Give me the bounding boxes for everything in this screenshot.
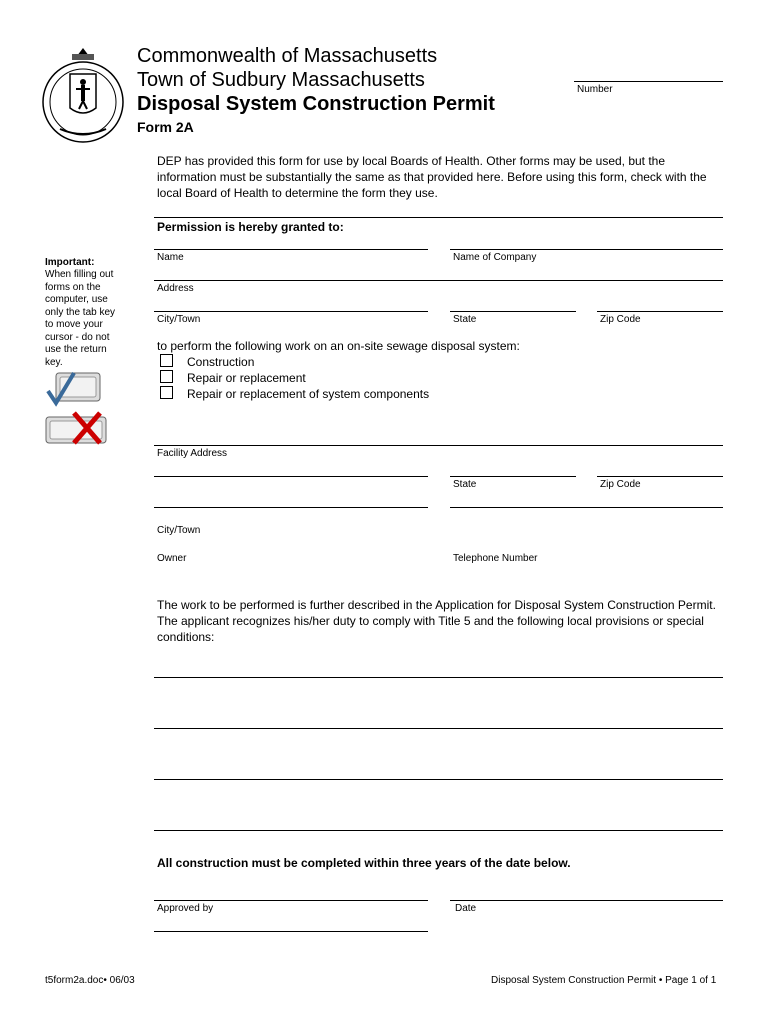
facility-extra-line[interactable] — [154, 476, 428, 477]
tab-key-check-icon — [44, 369, 104, 409]
facility-zip-line[interactable] — [597, 476, 723, 477]
permission-heading: Permission is hereby granted to: — [157, 220, 344, 234]
conditions-line-1[interactable] — [154, 677, 723, 678]
telephone-label: Telephone Number — [453, 553, 538, 564]
facility-city-label: City/Town — [157, 525, 201, 536]
description-text: The work to be performed is further described in the Application for Disposal System Construction Permit. The applicant recognizes his/her duty to comply with Title 5 and the following local provisions or special conditions: — [157, 598, 716, 644]
important-title: Important: — [45, 257, 95, 268]
components-checkbox[interactable] — [160, 386, 173, 399]
facility-state-line[interactable] — [450, 476, 576, 477]
name-label: Name — [157, 252, 184, 263]
company-label: Name of Company — [453, 252, 537, 263]
work-intro: to perform the following work on an on-site sewage disposal system: — [157, 339, 520, 353]
completion-notice: All construction must be completed within three years of the date below. — [157, 856, 571, 870]
construction-checkbox[interactable] — [160, 354, 173, 367]
approved-label: Approved by — [157, 903, 214, 914]
option-construction[interactable]: Construction — [160, 354, 429, 370]
facility-address-label: Facility Address — [157, 448, 228, 459]
company-line[interactable] — [450, 249, 723, 250]
zip-line[interactable] — [597, 311, 723, 312]
number-label: Number — [577, 84, 613, 95]
conditions-line-2[interactable] — [154, 728, 723, 729]
massachusetts-seal-icon — [40, 44, 126, 144]
state-label: State — [453, 314, 477, 325]
footer-left: t5form2a.doc• 06/03 — [45, 975, 135, 986]
divider — [154, 217, 723, 218]
approved-line[interactable] — [154, 900, 428, 901]
header-commonwealth: Commonwealth of Massachusetts — [137, 45, 438, 67]
important-text: When filling out forms on the computer, use only the tab key to move your cursor - do not use the return key. — [45, 269, 116, 368]
owner-label: Owner — [157, 553, 187, 564]
number-line[interactable] — [574, 81, 723, 82]
form-number: Form 2A — [137, 119, 194, 135]
address-line[interactable] — [154, 280, 723, 281]
option-repair-replacement[interactable]: Repair or replacement — [160, 370, 429, 386]
facility-address-line[interactable] — [154, 445, 723, 446]
conditions-line-4[interactable] — [154, 830, 723, 831]
facility-state-label: State — [453, 479, 477, 490]
page-title: Disposal System Construction Permit — [137, 93, 495, 115]
repair-checkbox[interactable] — [160, 370, 173, 383]
facility-city-line[interactable] — [154, 507, 428, 508]
facility-zip-label: Zip Code — [600, 479, 641, 490]
return-key-x-icon — [44, 409, 110, 447]
name-line[interactable] — [154, 249, 428, 250]
address-label: Address — [157, 283, 194, 294]
option-repair-components[interactable]: Repair or replacement of system components — [160, 386, 429, 402]
facility-extra-line-2[interactable] — [450, 507, 723, 508]
intro-text: DEP has provided this form for use by local Boards of Health. Other forms may be used, but the information must be substantially the same as that provided here. Before using this form, check with the local Board of Health to determine the form they use. — [157, 154, 707, 200]
conditions-line-3[interactable] — [154, 779, 723, 780]
city-line[interactable] — [154, 311, 428, 312]
date-label: Date — [455, 903, 477, 914]
header-town: Town of Sudbury Massachusetts — [137, 69, 425, 91]
date-line[interactable] — [450, 900, 723, 901]
state-line[interactable] — [450, 311, 576, 312]
city-label: City/Town — [157, 314, 201, 325]
approved-line-2[interactable] — [154, 931, 428, 932]
footer-right: Disposal System Construction Permit • Page 1 of 1 — [491, 975, 717, 986]
zip-label: Zip Code — [600, 314, 641, 325]
